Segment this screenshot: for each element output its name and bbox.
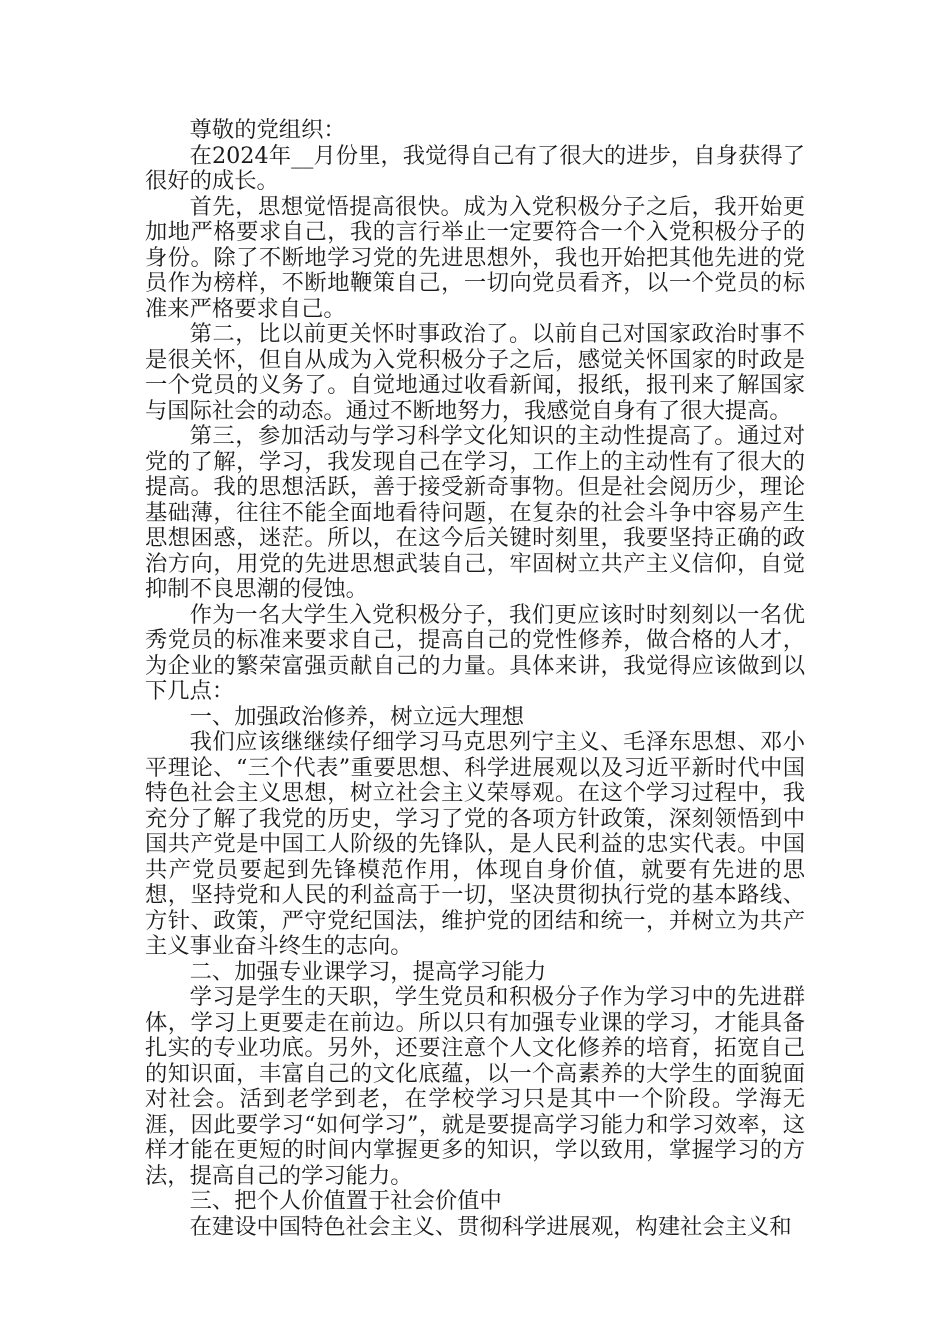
paragraph-section-2: 学习是学生的天职，学生党员和积极分子作为学习中的先进群体，学习上更要走在前边。所以只有加强专业课的学习，才能具备扎实的专业功底。另外，还要注意个人文化修养的培育，拓宽自己的知识面，丰富自己的文化底蕴，以一个高素养的大学生的面貌面对社会。活到老学到老，在学校学习只是其中一个阶段。学海无涯，因此要学习“如何学习”，就是要提高学习能力和学习效率，这样才能在更短的时间内掌握更多的知识，学以致用，掌握学习的方法，提高自己的学习能力。 <box>145 984 805 1189</box>
section-heading-3: 三、把个人价值置于社会价值中 <box>189 1188 502 1214</box>
paragraph-section-3: 在建设中国特色社会主义、贯彻科学进展观，构建社会主义和 <box>189 1213 792 1240</box>
paragraph-first: 首先，思想觉悟提高很快。成为入党积极分子之后，我开始更加地严格要求自己，我的言行举止一定要符合一个入党积极分子的身份。除了不断地学习党的先进思想外，我也开始把其他先进的党员作为榜样，不断地鞭策自己，一切向党员看齐，以一个党员的标准来严格要求自己。 <box>145 193 805 322</box>
paragraph-summary: 作为一名大学生入党积极分子，我们更应该时时刻刻以一名优秀党员的标准来要求自己，提高自己的党性修养，做合格的人才，为企业的繁荣富强贡献自己的力量。具体来讲，我觉得应该做到以下几点： <box>145 601 805 704</box>
document-page <box>145 118 805 1240</box>
paragraph-intro: 在2024年__月份里，我觉得自己有了很大的进步，自身获得了很好的成长。 <box>145 142 805 194</box>
paragraph-section-1: 我们应该继继续仔细学习马克思列宁主义、毛泽东思想、邓小平理论、“三个代表”重要思想、科学进展观以及习近平新时代中国特色社会主义思想，树立社会主义荣辱观。在这个学习过程中，我充分了解了我党的历史，学习了党的各项方针政策，深刻领悟到中国共产党是中国工人阶级的先锋队，是人民利益的忠实代表。中国共产党员要起到先锋模范作用，体现自身价值，就要有先进的思想，坚持党和人民的利益高于一切，坚决贯彻执行党的基本路线、方针、政策，严守党纪国法，维护党的团结和统一，并树立为共产主义事业奋斗终生的志向。 <box>145 729 805 959</box>
paragraph-second: 第二，比以前更关怀时事政治了。以前自己对国家政治时事不是很关怀，但自从成为入党积极分子之后，感觉关怀国家的时政是一个党员的义务了。自觉地通过收看新闻，报纸，报刊来了解国家与国际社会的动态。通过不断地努力，我感觉自身有了很大提高。 <box>145 321 805 424</box>
section-heading-2: 二、加强专业课学习，提高学习能力 <box>189 958 547 985</box>
paragraph-third: 第三，参加活动与学习科学文化知识的主动性提高了。通过对党的了解，学习，我发现自己在学习，工作上的主动性有了很大的提高。我的思想活跃，善于接受新奇事物。但是社会阅历少，理论基础薄，往往不能全面地看待问题，在复杂的社会斗争中容易产生思想困惑，迷茫。所以，在这今后关键时刻里，我要坚持正确的政治方向，用党的先进思想武装自己，牢固树立共产主义信仰，自觉抑制不良思潮的侵蚀。 <box>145 423 805 602</box>
salutation: 尊敬的党组织： <box>189 117 346 143</box>
section-heading-1: 一、加强政治修养，树立远大理想 <box>189 703 525 730</box>
